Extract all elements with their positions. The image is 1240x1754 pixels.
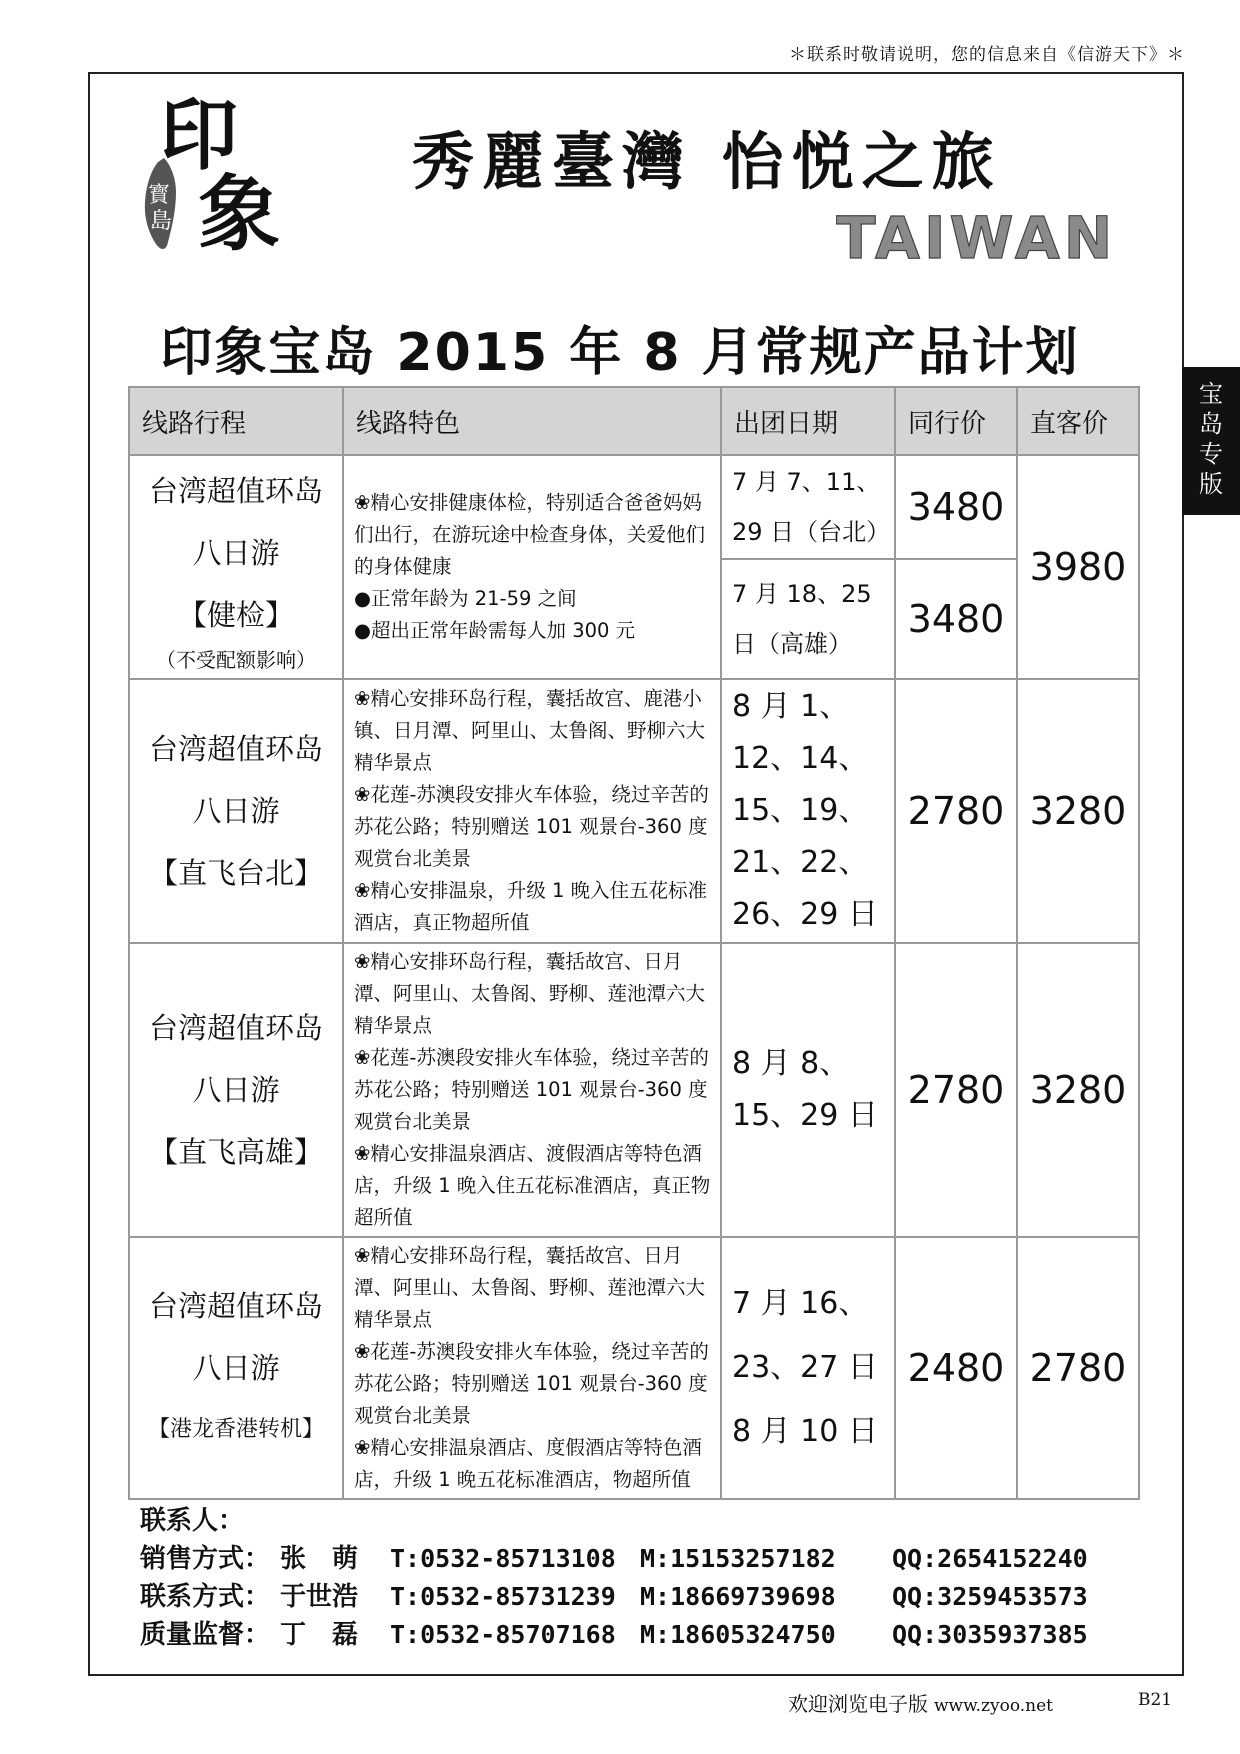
route-days: 八日游: [192, 794, 280, 828]
route-days: 八日游: [192, 1351, 280, 1385]
date-cell: 7 月 7、11、29 日（台北）: [721, 455, 895, 559]
contact-mobile: M:18669739698: [640, 1582, 836, 1611]
feature-line: ❀精心安排环岛行程，囊括故宫、鹿港小镇、日月潭、阿里山、太鲁阁、野柳六大精华景点: [354, 687, 706, 774]
trade-price: 3480: [895, 455, 1017, 559]
route-tag: 【健检】: [177, 598, 294, 632]
top-note: ＊联系时敬请说明，您的信息来自《信游天下》＊: [789, 45, 1185, 65]
contact-role: 联系方式：: [140, 1582, 271, 1612]
features-cell: [343, 679, 721, 943]
logo-char-xiang: 象: [198, 166, 281, 262]
route-name: 台湾超值环岛: [148, 1289, 323, 1323]
table-row: [129, 679, 1139, 943]
route-note: （不受配额影响）: [156, 648, 316, 672]
route-name: 台湾超值环岛: [148, 1011, 323, 1045]
date-cell: 8 月 8、15、29 日: [721, 943, 895, 1237]
logo-small-dao: 島: [150, 209, 173, 234]
contact-role: 销售方式：: [140, 1544, 271, 1574]
yinxiang-logo: [120, 92, 305, 262]
side-tab-char: 专: [1199, 440, 1223, 468]
logo-char-yin: 印: [160, 92, 239, 181]
route-tag: 【港龙香港转机】: [147, 1417, 324, 1442]
product-plan-table: [128, 386, 1140, 1500]
side-tab: [1182, 367, 1240, 515]
date-cell: 8 月 1、12、14、15、19、21、22、26、29 日: [721, 679, 895, 943]
route-days: 八日游: [192, 536, 280, 570]
header-dates: 出团日期: [721, 387, 895, 455]
footer-url[interactable]: www.zyoo.net: [934, 1696, 1054, 1716]
retail-price: 3280: [1017, 679, 1139, 943]
table-row: [129, 943, 1139, 1237]
date-line: 8 月 10 日: [732, 1414, 878, 1449]
trade-price: 2780: [895, 943, 1017, 1237]
route-cell: [129, 455, 343, 679]
contact-qq: QQ:2654152240: [892, 1544, 1088, 1573]
header-retail-price: 直客价: [1017, 387, 1139, 455]
footer: [788, 1688, 1053, 1717]
retail-price: 3980: [1017, 455, 1139, 679]
route-tag: 【直飞台北】: [148, 856, 323, 890]
route-cell: [129, 679, 343, 943]
feature-line: ❀精心安排环岛行程，囊括故宫、日月潭、阿里山、太鲁阁、野柳、莲池潭六大精华景点: [354, 1244, 706, 1331]
table-header-row: [129, 387, 1139, 455]
contact-name: 于世浩: [280, 1582, 359, 1612]
date-line: 23、27 日: [732, 1350, 878, 1385]
page-number: B21: [1138, 1690, 1173, 1710]
header-trade-price: 同行价: [895, 387, 1017, 455]
route-days: 八日游: [192, 1073, 280, 1107]
table-row: [129, 1237, 1139, 1499]
trade-price: 2780: [895, 679, 1017, 943]
contact-tel: T:0532-85707168: [390, 1620, 616, 1649]
route-cell: [129, 943, 343, 1237]
features-cell: [343, 455, 721, 679]
taiwan-wordmark: [836, 208, 1126, 274]
contact-name: 张 萌: [280, 1544, 359, 1574]
logo-small-bao: 寳: [148, 183, 171, 208]
feature-line: ❀精心安排温泉酒店、度假酒店等特色酒店，升级 1 晚五花标准酒店，物超所值: [354, 1436, 702, 1491]
contact-role: 质量监督：: [140, 1620, 271, 1650]
side-tab-char: 岛: [1199, 410, 1223, 438]
slogan: 秀麗臺灣 怡悦之旅: [412, 125, 1002, 198]
contact-tel: T:0532-85713108: [390, 1544, 616, 1573]
feature-line: ❀精心安排温泉酒店、渡假酒店等特色酒店，升级 1 晚入住五花标准酒店，真正物超所值: [354, 1142, 711, 1229]
side-tab-char: 版: [1199, 470, 1223, 498]
contacts-heading: 联系人：: [140, 1506, 245, 1536]
side-tab-char: 宝: [1199, 380, 1223, 408]
date-cell: [721, 1237, 895, 1499]
table-row: [129, 455, 1139, 559]
contact-qq: QQ:3035937385: [892, 1620, 1088, 1649]
contact-tel: T:0532-85731239: [390, 1582, 616, 1611]
date-line: 7 月 16、: [732, 1286, 869, 1321]
taiwan-word: TAIWAN: [836, 208, 1117, 270]
feature-line: ❀精心安排温泉，升级 1 晚入住五花标准酒店，真正物超所值: [354, 879, 708, 934]
trade-price: 3480: [895, 559, 1017, 679]
retail-price: 2780: [1017, 1237, 1139, 1499]
feature-line: ❀花莲-苏澳段安排火车体验，绕过辛苦的苏花公路；特别赠送 101 观景台-360 度观赏台北美景: [354, 783, 709, 870]
page-title: 印象宝岛 2015 年 8 月常规产品计划: [160, 323, 1080, 383]
header-route: 线路行程: [129, 387, 343, 455]
feature-line: ●正常年龄为 21-59 之间: [354, 587, 577, 610]
feature-line: ❀精心安排环岛行程，囊括故宫、日月潭、阿里山、太鲁阁、野柳、莲池潭六大精华景点: [354, 950, 706, 1037]
route-name: 台湾超值环岛: [148, 732, 323, 766]
contact-mobile: M:18605324750: [640, 1620, 836, 1649]
contact-name: 丁 磊: [280, 1620, 359, 1650]
feature-line: ❀精心安排健康体检，特别适合爸爸妈妈们出行，在游玩途中检查身体，关爱他们的身体健康: [354, 491, 706, 578]
route-name: 台湾超值环岛: [148, 474, 323, 508]
route-tag: 【直飞高雄】: [148, 1135, 323, 1169]
contact-mobile: M:15153257182: [640, 1544, 836, 1573]
retail-price: 3280: [1017, 943, 1139, 1237]
feature-line: ●超出正常年龄需每人加 300 元: [354, 619, 636, 642]
contact-qq: QQ:3259453573: [892, 1582, 1088, 1611]
feature-line: ❀花莲-苏澳段安排火车体验，绕过辛苦的苏花公路；特别赠送 101 观景台-360 度观赏台北美景: [354, 1046, 709, 1133]
features-cell: [343, 943, 721, 1237]
route-cell: [129, 1237, 343, 1499]
date-cell: 7 月 18、25 日（高雄）: [721, 559, 895, 679]
trade-price: 2480: [895, 1237, 1017, 1499]
footer-welcome: 欢迎浏览电子版: [788, 1692, 928, 1716]
feature-line: ❀花莲-苏澳段安排火车体验，绕过辛苦的苏花公路；特别赠送 101 观景台-360 度观赏台北美景: [354, 1340, 709, 1427]
features-cell: [343, 1237, 721, 1499]
header-features: 线路特色: [343, 387, 721, 455]
